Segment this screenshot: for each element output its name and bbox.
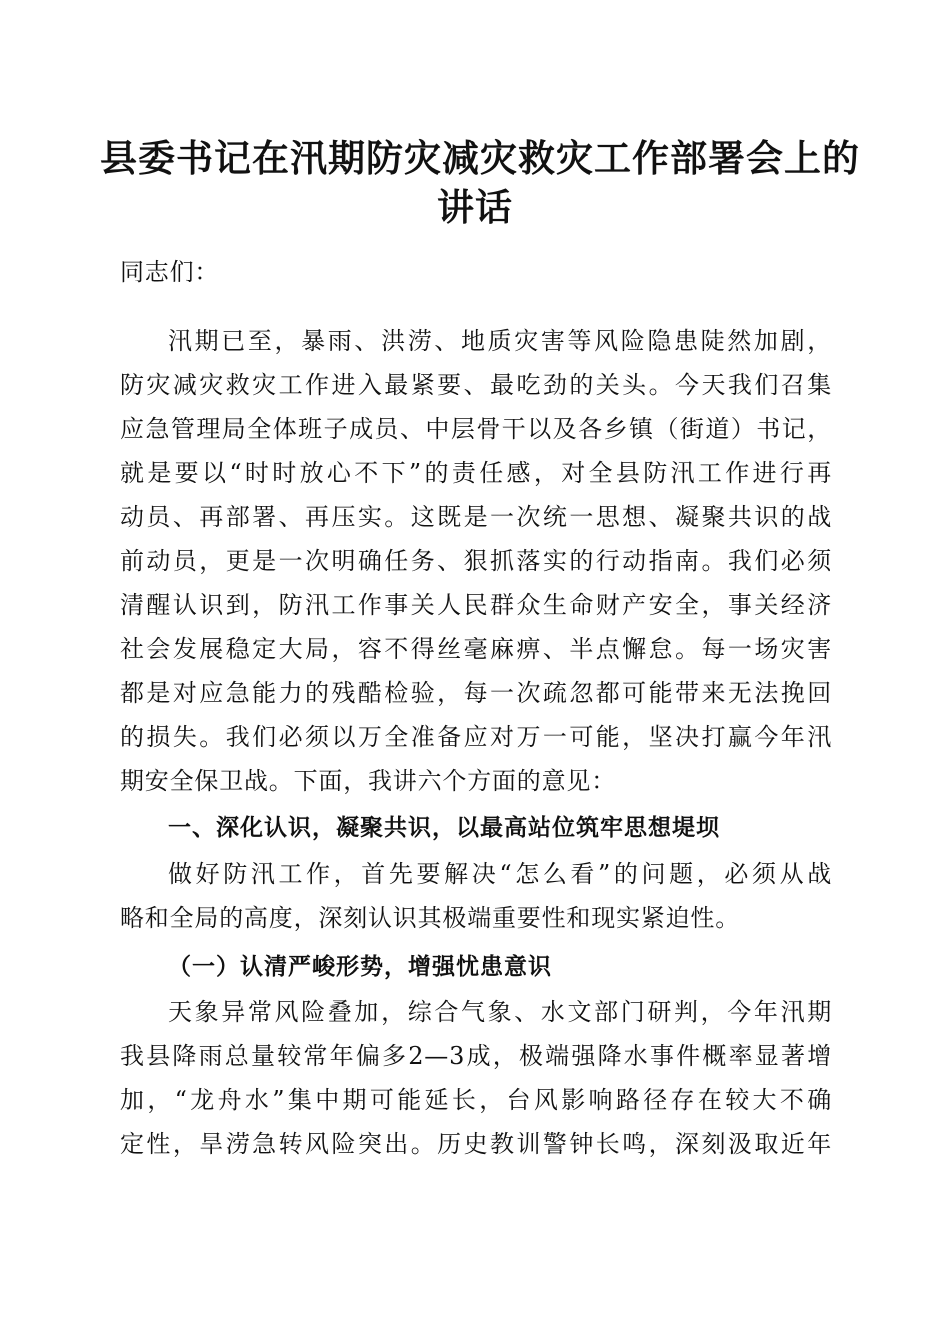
document-title-line-1: 县委书记在汛期防灾减灾救灾工作部署会上的 xyxy=(100,136,860,180)
paragraph-line: 就是要以“时时放心不下”的责任感，对全县防汛工作进行再 xyxy=(120,459,832,487)
paragraph-line: 社会发展稳定大局，容不得丝毫麻痹、半点懈怠。每一场灾害 xyxy=(120,635,832,663)
paragraph-line: 加，“龙舟水”集中期可能延长，台风影响路径存在较大不确 xyxy=(120,1086,832,1114)
paragraph-line: 做好防汛工作，首先要解决“怎么看”的问题，必须从战 xyxy=(168,860,832,888)
paragraph-line: 的损失。我们必须以万全准备应对万一可能，坚决打赢今年汛 xyxy=(120,723,832,751)
document-title-line-2: 讲话 xyxy=(437,185,513,229)
paragraph-line: 防灾减灾救灾工作进入最紧要、最吃劲的关头。今天我们召集 xyxy=(120,371,832,399)
salutation: 同志们： xyxy=(120,258,220,286)
paragraph-line: 天象异常风险叠加，综合气象、水文部门研判，今年汛期 xyxy=(168,998,832,1026)
paragraph-line: 前动员，更是一次明确任务、狠抓落实的行动指南。我们必须 xyxy=(120,547,832,575)
paragraph-line: 都是对应急能力的残酷检验，每一次疏忽都可能带来无法挽回 xyxy=(120,679,832,707)
paragraph-line: 清醒认识到，防汛工作事关人民群众生命财产安全，事关经济 xyxy=(120,591,832,619)
paragraph-line: 略和全局的高度，深刻认识其极端重要性和现实紧迫性。 xyxy=(120,904,740,932)
paragraph-line: 动员、再部署、再压实。这既是一次统一思想、凝聚共识的战 xyxy=(120,503,832,531)
paragraph-line: 汛期已至，暴雨、洪涝、地质灾害等风险隐患陡然加剧， xyxy=(168,327,832,355)
paragraph-line: 我县降雨总量较常年偏多2—3成，极端强降水事件概率显著增 xyxy=(120,1042,832,1070)
subsection-heading: （一）认清严峻形势，增强忧患意识 xyxy=(168,953,552,980)
section-heading-1: 一、深化认识，凝聚共识，以最高站位筑牢思想堤坝 xyxy=(168,815,720,841)
paragraph-line: 定性，旱涝急转风险突出。历史教训警钟长鸣，深刻汲取近年 xyxy=(120,1130,832,1158)
paragraph-line: 应急管理局全体班子成员、中层骨干以及各乡镇（街道）书记， xyxy=(120,415,832,443)
paragraph-line: 期安全保卫战。下面，我讲六个方面的意见： xyxy=(120,767,616,795)
